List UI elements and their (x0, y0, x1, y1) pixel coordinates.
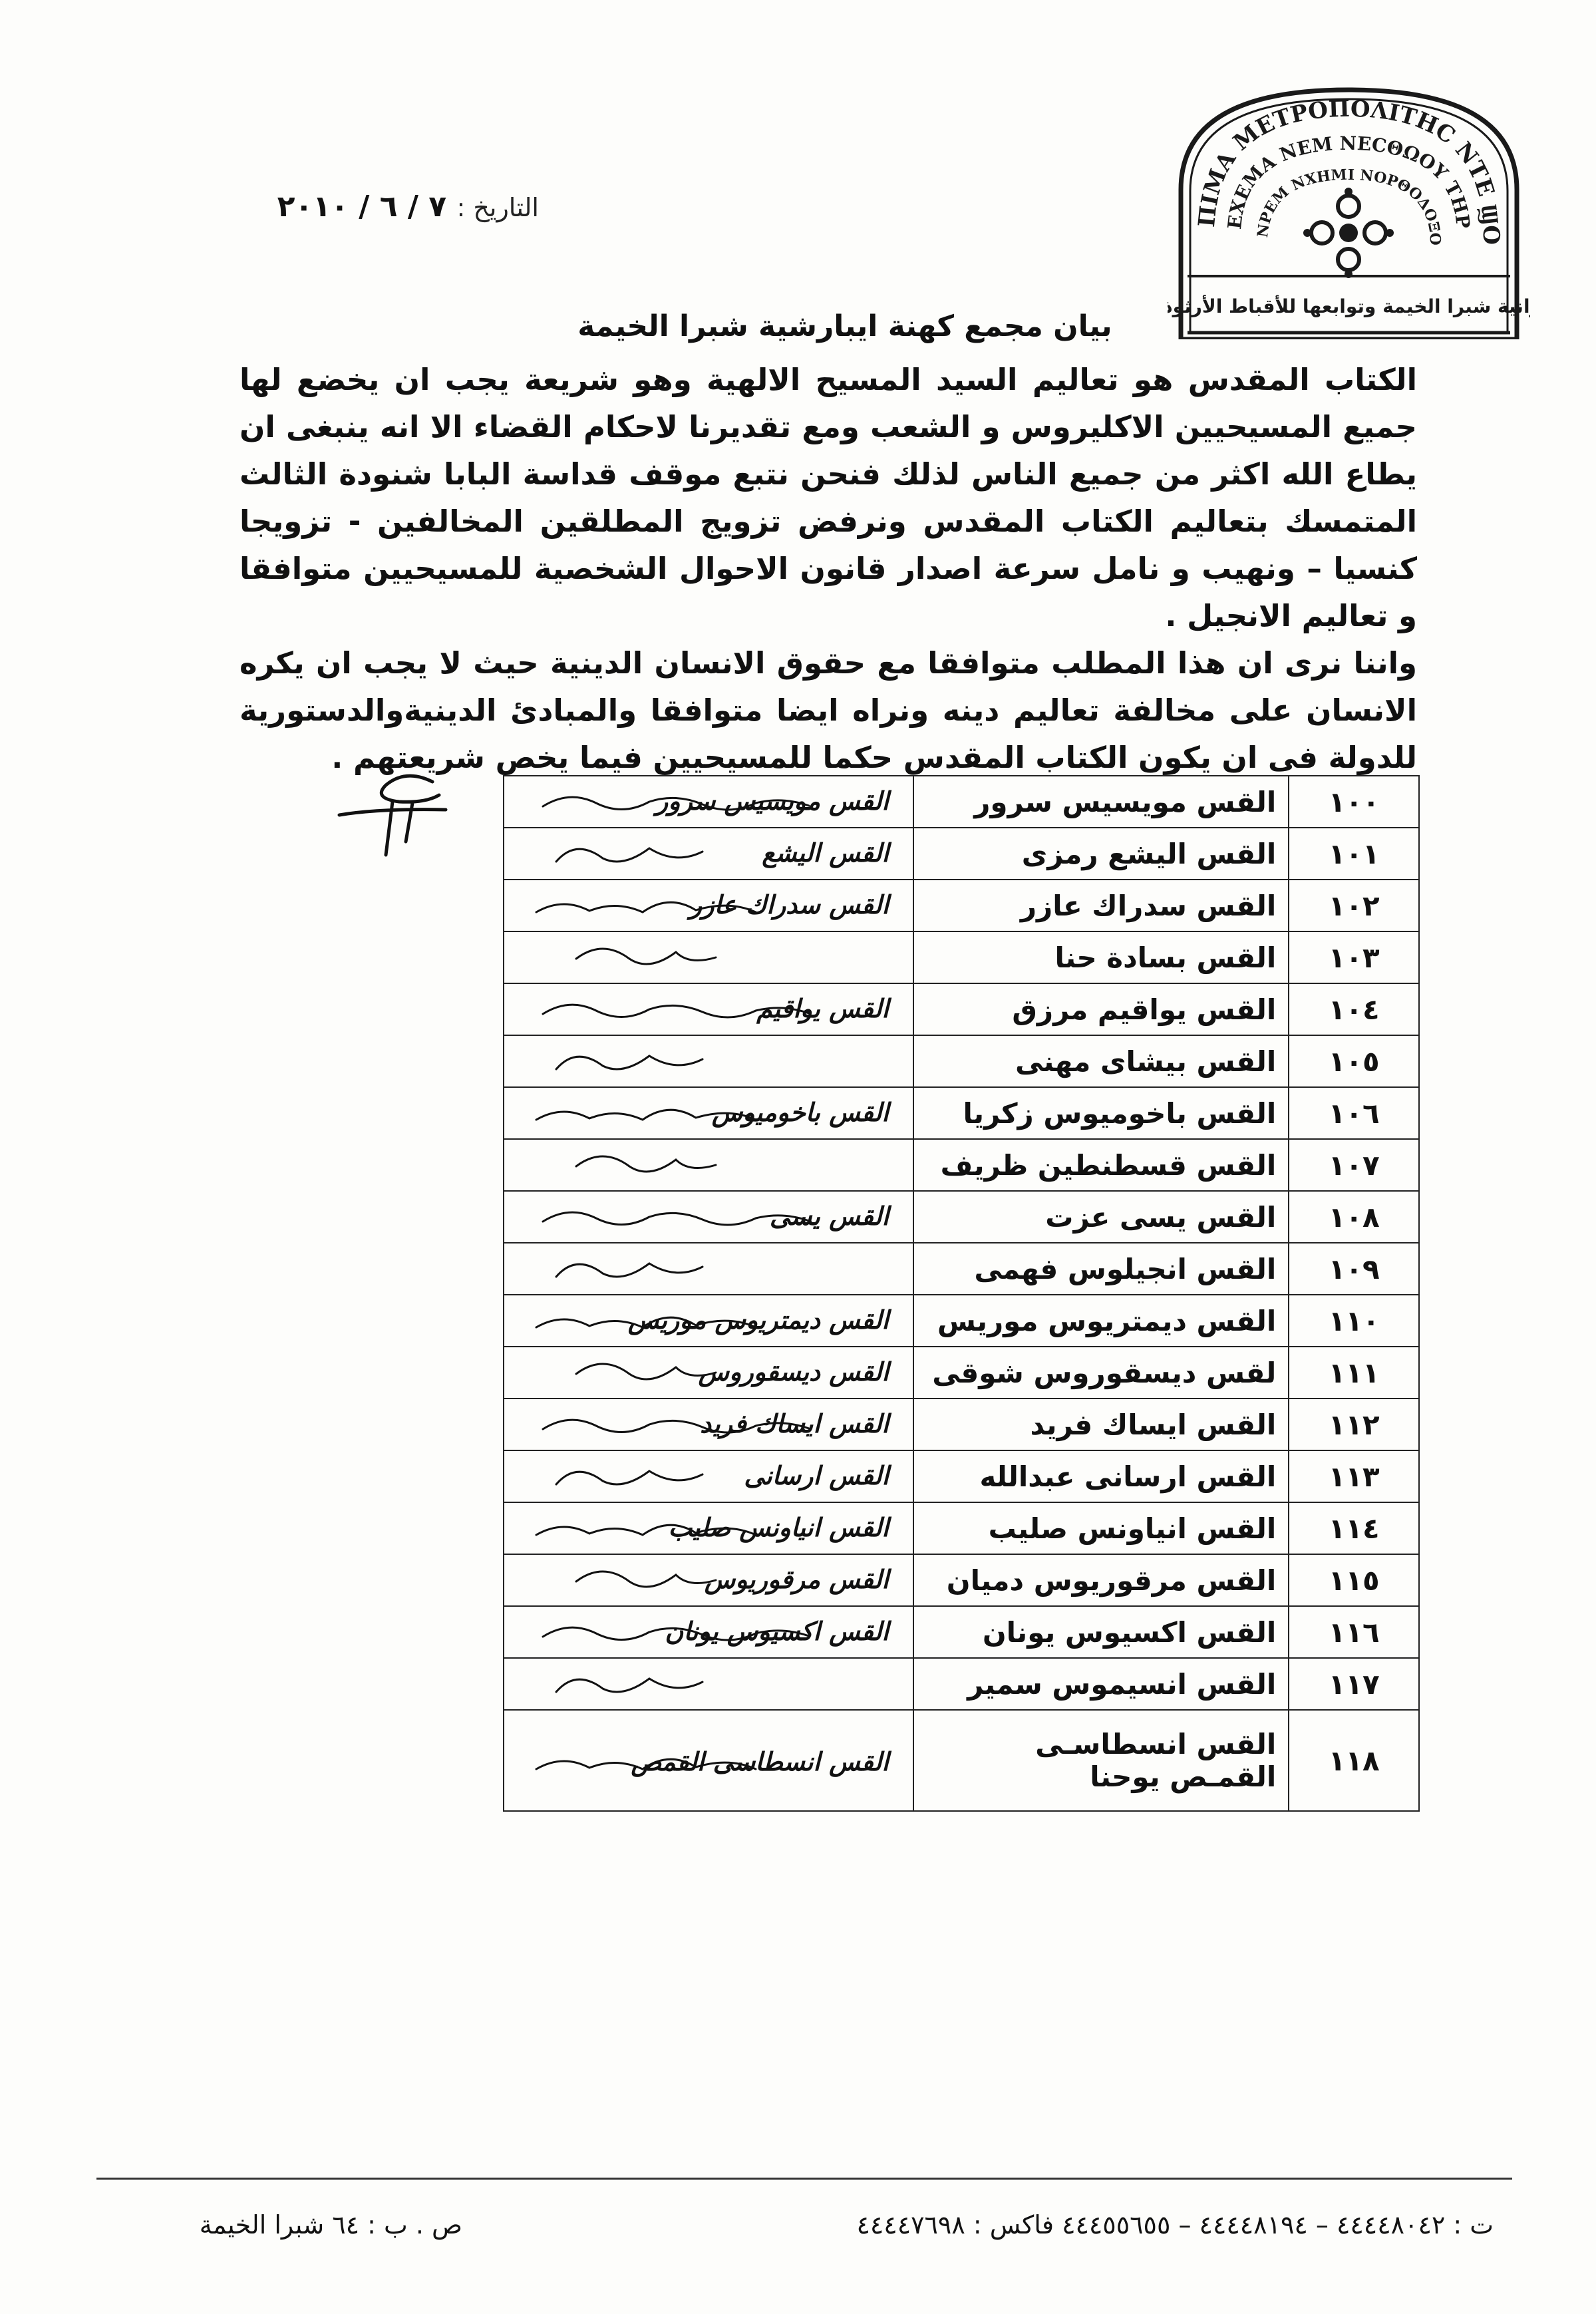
row-number: ١١٦ (1289, 1606, 1419, 1658)
row-number: ١٠٨ (1289, 1191, 1419, 1243)
priest-name: القس سدراك عازر (913, 880, 1289, 931)
signature-cell (504, 931, 913, 983)
signature-cell (504, 1347, 913, 1399)
signature-cell (504, 1191, 913, 1243)
priest-name: القس ارسانى عبدالله (913, 1450, 1289, 1502)
signature-cell (504, 1035, 913, 1087)
table-row (504, 1191, 1419, 1243)
row-number: ١٠٥ (1289, 1035, 1419, 1087)
signature-cell (504, 1658, 913, 1710)
table-row (504, 1658, 1419, 1710)
signature-stroke (556, 1471, 703, 1484)
statement-heading: بيان مجمع كهنة ايبارشية شبرا الخيمة (577, 309, 1112, 343)
signature-cell (504, 880, 913, 931)
signature-stroke (576, 1364, 716, 1379)
handwritten-signature (516, 1503, 913, 1554)
seal-greek-line-2: ΕΧΕΜΑ ΝΕΜ ΝΕCΘΩΟΥ ΤΗΡ (1223, 132, 1474, 231)
row-number: ١٠٦ (1289, 1087, 1419, 1139)
signature-stroke (556, 1263, 703, 1277)
handwritten-signature (516, 776, 913, 827)
row-number: ١٠١ (1289, 828, 1419, 880)
diocese-seal (1168, 77, 1530, 339)
table-row (504, 1554, 1419, 1606)
row-number: ١١٥ (1289, 1554, 1419, 1606)
seal-cross-icon (1303, 188, 1394, 278)
signature-cell (504, 983, 913, 1035)
row-number: ١٠٠ (1289, 776, 1419, 828)
signature-text: القس باخوميوس (711, 1097, 889, 1127)
table-row (504, 880, 1419, 931)
row-number: ١٠٣ (1289, 931, 1419, 983)
handwritten-signature (516, 1555, 913, 1605)
table-row (504, 931, 1419, 983)
handwritten-signature (516, 1088, 913, 1138)
table-row (504, 1295, 1419, 1347)
table-row (504, 1710, 1419, 1811)
handwritten-signature (516, 880, 913, 931)
table-row (504, 1606, 1419, 1658)
signature-text: القس انسطاسى القمص (631, 1746, 889, 1776)
handwritten-signature (516, 932, 913, 983)
row-number: ١٠٧ (1289, 1139, 1419, 1191)
row-number: ١١٣ (1289, 1450, 1419, 1502)
signature-cell (504, 1087, 913, 1139)
body-paragraph: واننا نرى ان هذا المطلب متوافقا مع حقوق الانسان الدينية حيث لا يجب ان يكره الانسان على مخالفة تعاليم دينه ونراه ايضا متوافقا والمبادئ الدينيةوالدستورية للدولة فى ان يكون الكتاب المقدس حكما للمسيحيين فيما يخص شريعتهم . (239, 645, 1417, 775)
row-number: ١١٠ (1289, 1295, 1419, 1347)
signature-text: القس ديمتريوس موريس (627, 1305, 889, 1335)
table-row (504, 1450, 1419, 1502)
table-row (504, 1087, 1419, 1139)
row-number: ١١٤ (1289, 1502, 1419, 1554)
table-row (504, 1399, 1419, 1450)
seal-arabic-line: انية شبرا الخيمة وتوابعها للأقباط الأرثوذ (1168, 295, 1530, 317)
table-row (504, 1347, 1419, 1399)
priest-name: القس انسيموس سمير (913, 1658, 1289, 1710)
signature-text: القس ايساك فريد (700, 1408, 889, 1438)
signature-cell (504, 1295, 913, 1347)
row-number: ١١١ (1289, 1347, 1419, 1399)
seal-greek-line-3: ΝΡΕΜ ΝΧΗΜΙ ΝΟΡΘΟΔΟΞΟ (1253, 166, 1444, 246)
signature-cell (504, 1139, 913, 1191)
row-number: ١١٧ (1289, 1658, 1419, 1710)
priest-name: القس انسطاسـى القمـص يوحنا (913, 1710, 1289, 1811)
signature-text: القس ارسانى (744, 1460, 889, 1490)
priest-name: القس بيشاى مهنى (913, 1035, 1289, 1087)
signature-cell (504, 1606, 913, 1658)
row-number: ١٠٤ (1289, 983, 1419, 1035)
handwritten-signature (516, 1607, 913, 1657)
signature-stroke (576, 1571, 716, 1587)
priest-name: القس قسطنطين ظريف (913, 1139, 1289, 1191)
handwritten-signature (516, 1347, 913, 1398)
handwritten-flourish (313, 762, 466, 862)
row-number: ١١٢ (1289, 1399, 1419, 1450)
signature-stroke (556, 1056, 703, 1069)
priest-name: القس ايساك فريد (913, 1399, 1289, 1450)
footer-po-box: ص . ب : ٦٤ شبرا الخيمة (199, 2210, 462, 2239)
priest-name: القس انجيلوس فهمى (913, 1243, 1289, 1295)
priest-name: القس انياونس صليب (913, 1502, 1289, 1554)
signature-stroke (576, 949, 716, 964)
signature-text: القس يواقيم (756, 993, 889, 1023)
row-number: ١٠٢ (1289, 880, 1419, 931)
signature-text: القس انياونس صليب (668, 1512, 889, 1542)
signature-cell (504, 1502, 913, 1554)
table-row (504, 983, 1419, 1035)
signature-text: القس ديسقوروس (698, 1357, 889, 1387)
handwritten-signature (516, 1140, 913, 1190)
handwritten-signature (516, 1451, 913, 1502)
priest-name: القس يسى عزت (913, 1191, 1289, 1243)
priest-name: القس يواقيم مرزق (913, 983, 1289, 1035)
signature-text: القس سدراك عازر (689, 890, 889, 919)
table-row (504, 776, 1419, 828)
signature-cell (504, 776, 913, 828)
signature-cell (504, 1399, 913, 1450)
handwritten-signature (516, 984, 913, 1035)
date-value: ٧ / ٦ / ٢٠١٠ (277, 190, 447, 224)
signature-cell (504, 1554, 913, 1606)
seal-greek-line-1: ΠΙΜΑ ΜΕΤΡΟΠΟΛΙΤΗC ΝΤΕ ϢΟ (1193, 95, 1505, 246)
body-paragraph: الكتاب المقدس هو تعاليم السيد المسيح الالهية وهو شريعة يجب ان يخضع لها جميع المسيحيين الاكليروس و الشعب ومع تقديرنا لاحكام القضاء الا انه ينبغى ان يطاع الله اكثر من جميع الناس لذلك فنحن نتبع موقف قداسة البابا شنودة الثالث المتمسك بتعاليم الكتاب المقدس ونرفض تزويج المطلقين المخالفين - تزويجا كنسيا – ونهيب و نامل سرعة اصدار قانون الاحوال الشخصية للمسيحيين متوافقا و تعاليم الانجيل . (239, 362, 1417, 633)
date-label: التاريخ : (456, 193, 539, 222)
signature-text: القس يسى (769, 1201, 889, 1231)
footer-phones: ت : ٤٤٤٤٨٠٤٢ – ٤٤٤٤٨١٩٤ – ٤٤٤٥٥٦٥٥ فاكس : ٤٤٤٤٧٦٩٨ (856, 2210, 1494, 2239)
signature-cell (504, 1710, 913, 1811)
statement-body (239, 356, 1417, 782)
signature-text: القس اليشع (762, 838, 889, 868)
table-row (504, 1035, 1419, 1087)
signature-text: القس مويسيس سرور (655, 786, 889, 816)
priest-name: القس مويسيس سرور (913, 776, 1289, 828)
handwritten-signature (516, 1711, 913, 1810)
signature-stroke (556, 1679, 703, 1692)
row-number: ١٠٩ (1289, 1243, 1419, 1295)
handwritten-signature (516, 1399, 913, 1450)
priest-name: القس مرقوريوس دميان (913, 1554, 1289, 1606)
handwritten-signature (516, 1659, 913, 1709)
signature-stroke (556, 848, 703, 862)
signature-cell (504, 1450, 913, 1502)
priest-name: لقس ديسقوروس شوقى (913, 1347, 1289, 1399)
table-row (504, 828, 1419, 880)
handwritten-signature (516, 1243, 913, 1294)
signature-text: القس اكسيوس يونان (665, 1616, 889, 1646)
date-line (166, 190, 539, 243)
handwritten-signature (516, 1036, 913, 1086)
priest-name: القس اليشع رمزى (913, 828, 1289, 880)
table-row (504, 1139, 1419, 1191)
priest-name: القس باخوميوس زكريا (913, 1087, 1289, 1139)
table-row (504, 1243, 1419, 1295)
handwritten-signature (516, 828, 913, 879)
handwritten-signature (516, 1192, 913, 1242)
table-row (504, 1502, 1419, 1554)
priest-name: القس اكسيوس يونان (913, 1606, 1289, 1658)
priest-name: القس بسادة حنا (913, 931, 1289, 983)
handwritten-signature (516, 1295, 913, 1346)
signature-cell (504, 828, 913, 880)
priests-signature-table (503, 775, 1420, 1812)
signature-text: القس مرقوريوس (704, 1564, 889, 1594)
signature-stroke (576, 1156, 716, 1172)
signature-cell (504, 1243, 913, 1295)
priest-name: القس ديمتريوس موريس (913, 1295, 1289, 1347)
row-number: ١١٨ (1289, 1710, 1419, 1811)
footer-rule (96, 2178, 1512, 2180)
